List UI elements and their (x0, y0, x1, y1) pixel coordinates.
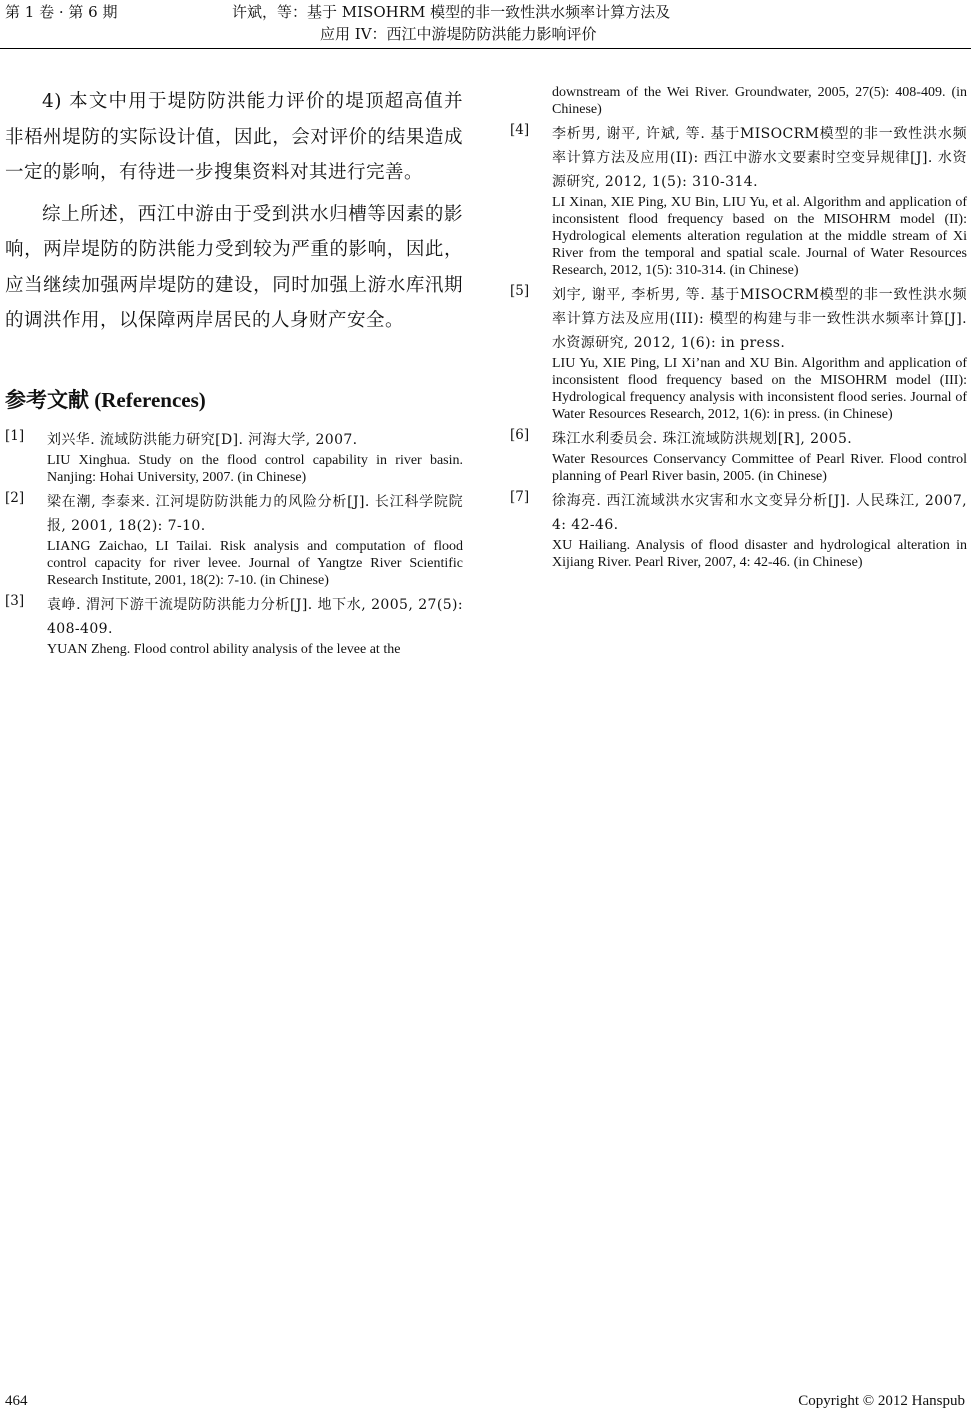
reference-item-7 (510, 489, 967, 571)
body-paragraph-2: 综上所述，西江中游由于受到洪水归槽等因素的影响，两岸堤防的防洪能力受到较为严重的影响，因此，应当继续加强两岸堤防的建设，同时加强上游水库汛期的调洪作用，以保障两岸居民的人身财产安全。 (5, 203, 463, 331)
header-rule (0, 48, 971, 49)
reference-chinese: 刘兴华. 流域防洪能力研究[D]. 河海大学, 2007. (47, 431, 358, 448)
reference-chinese: 珠江水利委员会. 珠江流域防洪规划[R], 2005. (552, 431, 853, 447)
running-header-title-line1: 许斌，等：基于 MISOHRM 模型的非一致性洪水频率计算方法及 (232, 3, 671, 21)
reference-chinese: 梁在潮, 李泰来. 江河堤防防洪能力的风险分析[J]. 长江科学院院报, 2001, 18(2): 7-10. (47, 493, 463, 534)
copyright-notice: Copyright © 2012 Hanspub (798, 1393, 965, 1409)
reference-english: Water Resources Conservancy Committee of Pearl River. Flood control planning of Pearl River basin, 2005. (in Chinese) (552, 452, 967, 484)
right-column (510, 84, 967, 575)
body-paragraph-1: 4) 本文中用于堤防防洪能力评价的堤顶超高值并非梧州堤防的实际设计值，因此，会对评价的结果造成一定的影响，有待进一步搜集资料对其进行完善。 (5, 91, 463, 183)
references-list-left (5, 428, 463, 658)
running-header-title (232, 1, 752, 45)
page-number: 464 (5, 1393, 28, 1409)
reference-chinese: 袁峥. 渭河下游干流堤防防洪能力分析[J]. 地下水, 2005, 27(5): 408-409. (47, 596, 463, 637)
reference-item-5 (510, 283, 967, 423)
references-heading: 参考文献 (References) (5, 387, 206, 412)
reference-number: [6] (510, 427, 530, 443)
reference-chinese: 徐海亮. 西江流域洪水灾害和水文变异分析[J]. 人民珠江, 2007, 4: 42-46. (552, 493, 967, 533)
reference-number: [1] (5, 427, 25, 444)
reference-chinese: 刘宇, 谢平, 李析男, 等. 基于MISOCRM模型的非一致性洪水频率计算方法及应用(III): 模型的构建与非一致性洪水频率计算[J]. 水资源研究, 2012, 1(6): in press. (552, 287, 967, 351)
left-column (5, 84, 463, 662)
reference-item-6 (510, 427, 967, 485)
reference-item-2 (5, 490, 463, 589)
reference-item-1 (5, 428, 463, 486)
running-header-volume: 第 1 卷 · 第 6 期 (5, 3, 118, 21)
reference-number: [3] (5, 592, 25, 609)
running-header-title-line2: 应用 IV：西江中游堤防防洪能力影响评价 (320, 25, 597, 43)
reference-number: [4] (510, 122, 530, 138)
reference-number: [7] (510, 489, 530, 505)
reference-english: LIU Xinghua. Study on the flood control capability in river basin. Nanjing: Hohai University, 2007. (in Chinese) (47, 452, 463, 485)
reference-english: XU Hailiang. Analysis of flood disaster and hydrological alteration in Xijiang River. Pearl River, 2007, 4: 42-46. (in Chinese) (552, 538, 967, 570)
reference-english: LI Xinan, XIE Ping, XU Bin, LIU Yu, et al. Algorithm and application of inconsistent flood frequency based on the MISOHRM model (II): Hydrological elements alteration regulation at the middle stream of Xi River from the temporal and spatial scale. Journal of Water Resources Research, 2012, 1(5): 310-314. (in Chinese) (552, 195, 967, 278)
reference-english: LIANG Zaichao, LI Tailai. Risk analysis and computation of flood control capacity for river levee. Journal of Yangtze River Scientific Research Institute, 2001, 18(2): 7-10. (in Chinese) (47, 538, 463, 588)
reference-item-4 (510, 122, 967, 279)
reference-item-3-continued: downstream of the Wei River. Groundwater, 2005, 27(5): 408-409. (in Chinese) (552, 85, 967, 117)
reference-english: YUAN Zheng. Flood control ability analysis of the levee at the (47, 641, 401, 657)
reference-number: [2] (5, 489, 25, 506)
reference-english: LIU Yu, XIE Ping, LI Xi’nan and XU Bin. Algorithm and application of inconsistent flood frequency based on the MISOHRM model (III): Hydrological frequency analysis with inconsistent flood series. Journal of Water Resources Research, 2012, 1(6): in press. (in Chinese) (552, 356, 967, 422)
reference-number: [5] (510, 283, 530, 299)
reference-item-3 (5, 593, 463, 658)
reference-chinese: 李析男, 谢平, 许斌, 等. 基于MISOCRM模型的非一致性洪水频率计算方法及应用(II): 西江中游水文要素时空变异规律[J]. 水资源研究, 2012, 1(5): 310-314. (552, 126, 967, 190)
